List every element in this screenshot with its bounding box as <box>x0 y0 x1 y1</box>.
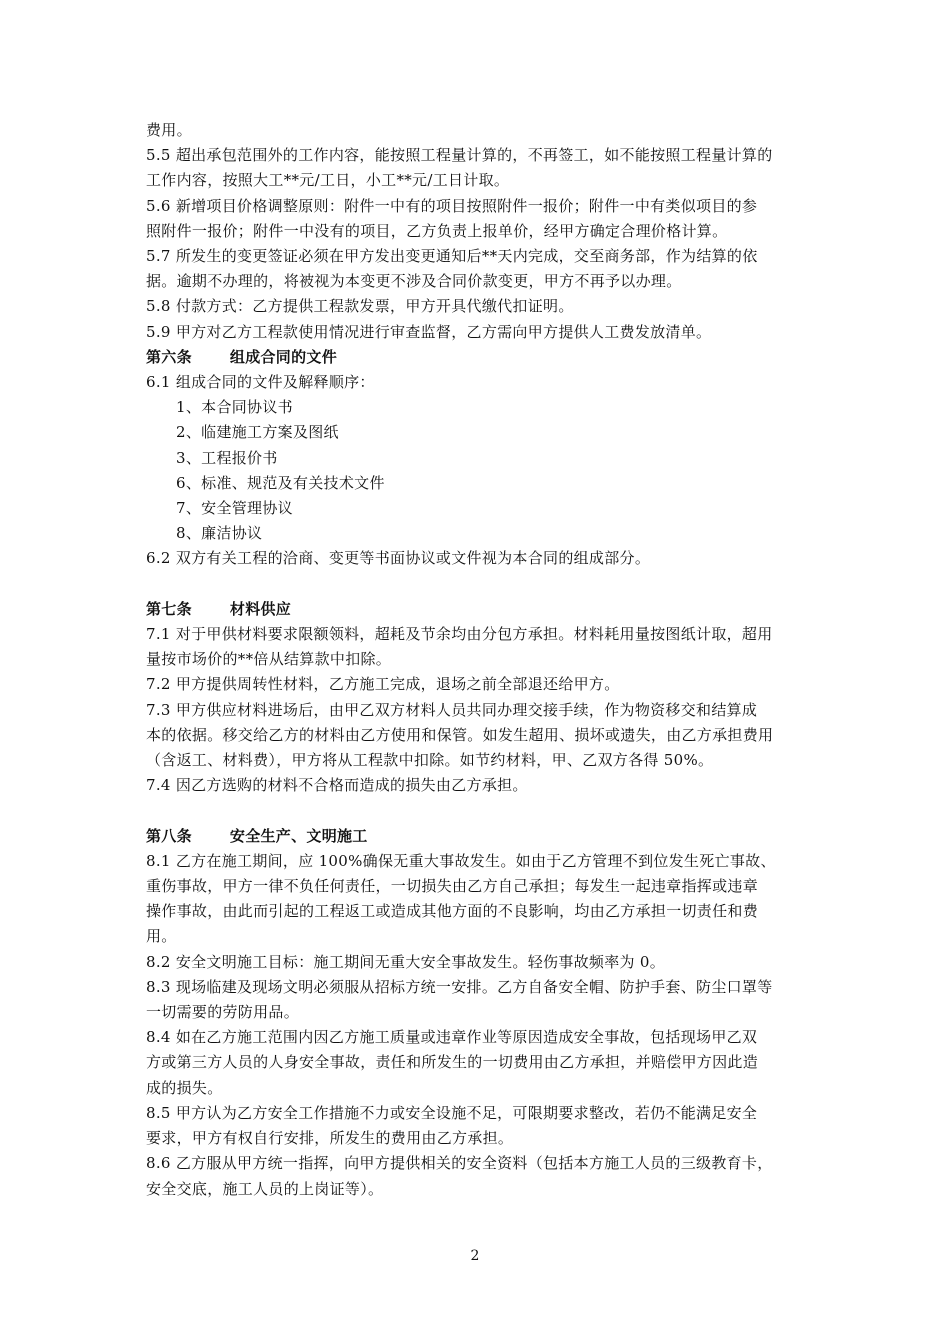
text-line: 量按市场价的**倍从结算款中扣除。 <box>146 650 392 669</box>
document-list <box>146 395 810 546</box>
article-number: 第六条 <box>146 347 192 366</box>
text-line: 7.1 对于甲供材料要求限额领料，超耗及节余均由分包方承担。材料耗用量按图纸计取，超用 <box>146 625 773 644</box>
clause-7-4 <box>146 773 810 798</box>
text-line: 7.4 因乙方选购的材料不合格而造成的损失由乙方承担。 <box>146 776 528 795</box>
text-line: 5.9 甲方对乙方工程款使用情况进行审查监督，乙方需向甲方提供人工费发放清单。 <box>146 322 712 341</box>
text-line: 8.3 现场临建及现场文明必须服从招标方统一安排。乙方自备安全帽、防护手套、防尘口罩等 <box>146 977 773 996</box>
text-line: 7.3 甲方供应材料进场后，由甲乙双方材料人员共同办理交接手续，作为物资移交和结算成 <box>146 700 758 719</box>
article-title: 材料供应 <box>229 599 292 618</box>
text-line: 费用。 <box>146 121 192 139</box>
clause-6-2 <box>146 546 810 571</box>
clause-8-4 <box>146 1025 810 1101</box>
clause-5-9 <box>146 320 810 345</box>
list-item: 7、安全管理协议 <box>176 499 293 518</box>
text-line: 5.5 超出承包范围外的工作内容，能按照工程量计算的，不再签工，如不能按照工程量计算的 <box>146 146 773 165</box>
text-line: 据。逾期不办理的，将被视为本变更不涉及合同价款变更，甲方不再予以办理。 <box>146 272 682 291</box>
text-line: 本的依据。移交给乙方的材料由乙方使用和保管。如发生超用、损坏或遗失，由乙方承担费用 <box>146 725 774 744</box>
article-7-heading <box>146 597 810 622</box>
clause-7-2 <box>146 672 810 697</box>
text-line: 8.4 如在乙方施工范围内因乙方施工质量或违章作业等原因造成安全事故，包括现场甲乙双 <box>146 1028 758 1047</box>
article-title: 安全生产、文明施工 <box>229 826 368 845</box>
text-line: 成的损失。 <box>146 1078 223 1097</box>
list-item: 2、临建施工方案及图纸 <box>176 423 339 442</box>
text-line: 8.6 乙方服从甲方统一指挥，向甲方提供相关的安全资料（包括本方施工人员的三级教育卡， <box>146 1154 773 1173</box>
text-line: 8.1 乙方在施工期间，应 100%确保无重大事故发生。如由于乙方管理不到位发生死亡事故、 <box>146 851 776 870</box>
article-number: 第八条 <box>146 826 192 845</box>
text-line: 5.7 所发生的变更签证必须在甲方发出变更通知后**天内完成，交至商务部，作为结算的依 <box>146 247 758 266</box>
page-number: 2 <box>470 1248 480 1264</box>
text-line: 8.2 安全文明施工目标：施工期间无重大安全事故发生。轻伤事故频率为 0。 <box>146 952 666 971</box>
text-line: 方或第三方人员的人身安全事故，责任和所发生的一切费用由乙方承担，并赔偿甲方因此造 <box>146 1053 759 1072</box>
text-line: 操作事故，由此而引起的工程返工或造成其他方面的不良影响，均由乙方承担一切责任和费 <box>146 902 759 921</box>
article-number: 第七条 <box>146 599 192 618</box>
clause-7-3 <box>146 698 810 774</box>
text-line: 7.2 甲方提供周转性材料，乙方施工完成，退场之前全部退还给甲方。 <box>146 675 620 694</box>
text-line: 安全交底，施工人员的上岗证等）。 <box>146 1179 384 1198</box>
article-6-heading <box>146 345 810 370</box>
text-line: （含返工、材料费），甲方将从工程款中扣除。如节约材料，甲、乙双方各得 50%。 <box>146 751 714 770</box>
clause-8-3 <box>146 975 810 1025</box>
text-line: 6.1 组成合同的文件及解释顺序： <box>146 373 375 392</box>
text-line: 照附件一报价；附件一中没有的项目，乙方负责上报单价，经甲方确定合理价格计算。 <box>146 221 728 240</box>
clause-7-1 <box>146 622 810 672</box>
text-line: 6.2 双方有关工程的洽商、变更等书面协议或文件视为本合同的组成部分。 <box>146 549 651 568</box>
article-8-heading <box>146 824 810 849</box>
clause-8-6 <box>146 1151 810 1201</box>
clause-5-8 <box>146 294 810 319</box>
clause-5-7 <box>146 244 810 294</box>
blank-line <box>146 572 810 597</box>
clause-5-5 <box>146 143 810 193</box>
text-line: 5.6 新增项目价格调整原则：附件一中有的项目按照附件一报价；附件一中有类似项目的参 <box>146 196 758 215</box>
text-line: 工作内容，按照大工**元/工日，小工**元/工日计取。 <box>146 171 510 190</box>
text-line: 5.8 付款方式：乙方提供工程款发票，甲方开具代缴代扣证明。 <box>146 297 574 316</box>
clause-5-6 <box>146 194 810 244</box>
document-page <box>146 118 810 1202</box>
list-item: 3、工程报价书 <box>176 448 278 467</box>
text-line: 要求，甲方有权自行安排，所发生的费用由乙方承担。 <box>146 1129 514 1148</box>
list-item: 8、廉洁协议 <box>176 524 263 543</box>
text-line: 重伤事故，甲方一律不负任何责任，一切损失由乙方自己承担；每发生一起违章指挥或违章 <box>146 877 759 896</box>
text-line: 8.5 甲方认为乙方安全工作措施不力或安全设施不足，可限期要求整改，若仍不能满足安全 <box>146 1103 758 1122</box>
list-item: 1、本合同协议书 <box>176 398 293 417</box>
blank-line <box>146 798 810 823</box>
clause-8-1 <box>146 849 810 950</box>
text-line: 用。 <box>146 927 177 946</box>
clause-8-2 <box>146 950 810 975</box>
list-item: 6、标准、规范及有关技术文件 <box>176 473 385 492</box>
text-line: 一切需要的劳防用品。 <box>146 1003 300 1022</box>
paragraph-continued <box>146 118 810 143</box>
clause-8-5 <box>146 1101 810 1151</box>
clause-6-1 <box>146 370 810 395</box>
article-title: 组成合同的文件 <box>229 347 338 366</box>
